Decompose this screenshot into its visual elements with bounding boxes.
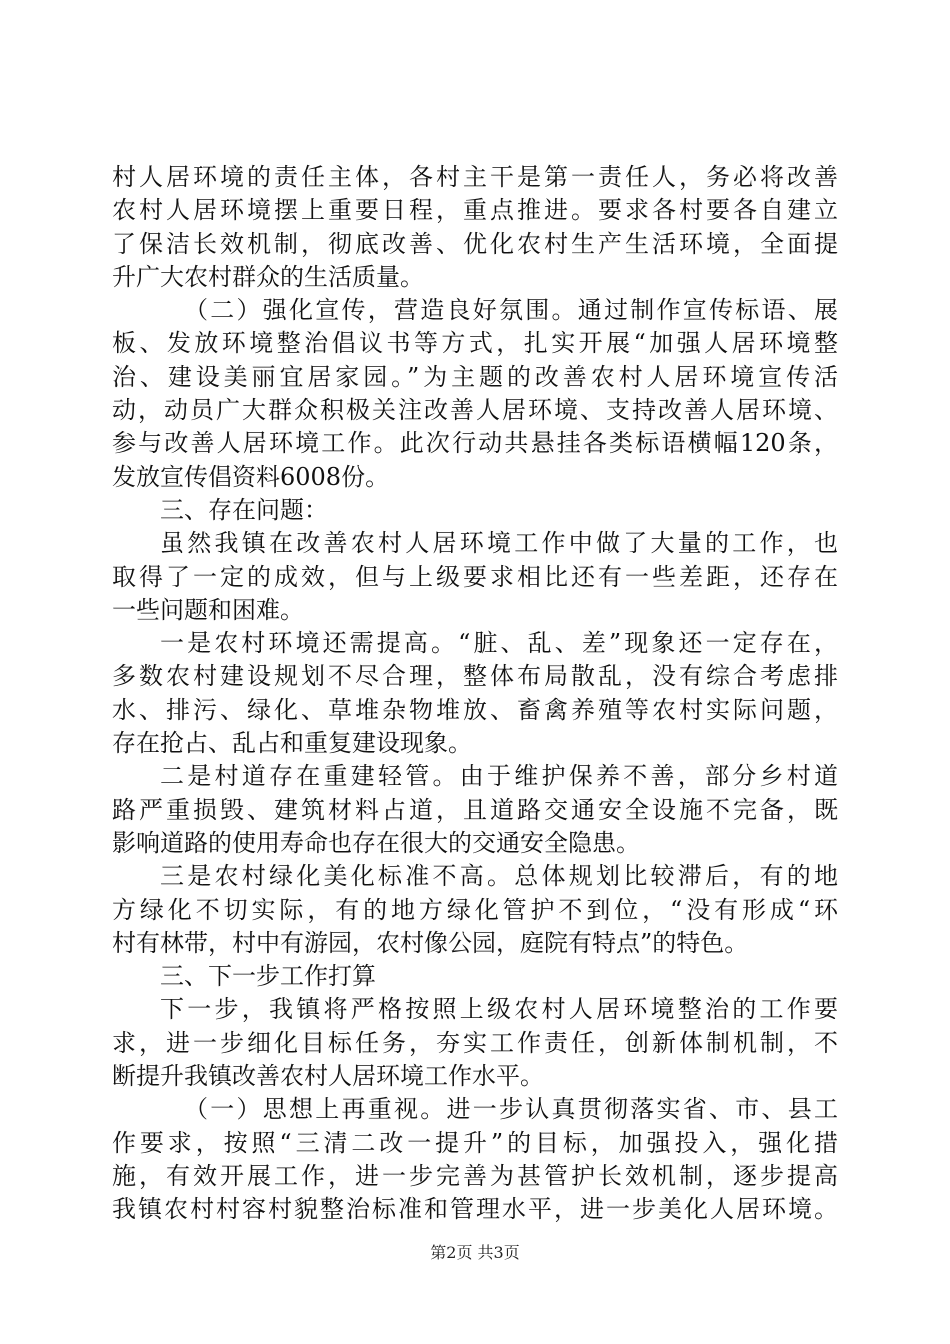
text-line: 求，进一步细化目标任务，夯实工作责任，创新体制机制，不: [112, 1028, 838, 1057]
text-line: 板、发放环境整治倡议书等方式，扎实开展“加强人居环境整: [112, 329, 838, 358]
text-line: 多数农村建设规划不尽合理，整体布局散乱，没有综合考虑排: [112, 662, 838, 691]
text-line: 一是农村环境还需提高。“脏、乱、差”现象还一定存在，: [160, 629, 838, 658]
text-line: （二）强化宣传，营造良好氛围。通过制作宣传标语、展: [184, 296, 838, 325]
text-line: 升广大农村群众的生活质量。: [112, 262, 424, 291]
section-heading: 三、下一步工作打算: [160, 962, 376, 991]
page-number: 第2页 共3页: [430, 1243, 520, 1262]
text-line: 我镇农村村容村貌整治标准和管理水平，进一步美化人居环境。: [112, 1195, 838, 1224]
text-line: 取得了一定的成效，但与上级要求相比还有一些差距，还存在: [112, 562, 838, 591]
text-line: 村人居环境的责任主体，各村主干是第一责任人，务必将改善: [112, 163, 838, 191]
text-line: 影响道路的使用寿命也存在很大的交通安全隐患。: [112, 828, 640, 857]
text-line: 三是农村绿化美化标准不高。总体规划比较滞后，有的地: [160, 862, 838, 891]
text-line: 了保洁长效机制，彻底改善、优化农村生产生活环境，全面提: [112, 229, 838, 258]
text-line: （一）思想上再重视。进一步认真贯彻落实省、市、县工: [184, 1095, 838, 1124]
text-line: 虽然我镇在改善农村人居环境工作中做了大量的工作，也: [160, 529, 838, 558]
text-line: 发放宣传倡资料6008份。: [112, 462, 390, 491]
section-heading: 三、存在问题：: [160, 495, 328, 524]
text-line: 农村人居环境摆上重要日程，重点推进。要求各村要各自建立: [112, 196, 838, 225]
text-line: 路严重损毁、建筑材料占道，且道路交通安全设施不完备，既: [112, 795, 838, 824]
text-line: 施，有效开展工作，进一步完善为甚管护长效机制，逐步提高: [112, 1161, 838, 1190]
text-line: 动，动员广大群众积极关注改善人居环境、支持改善人居环境、: [112, 396, 838, 425]
text-line: 村有林带，村中有游园，农村像公园，庭院有特点”的特色。: [112, 928, 749, 957]
text-line: 下一步，我镇将严格按照上级农村人居环境整治的工作要: [160, 995, 838, 1024]
text-line: 参与改善人居环境工作。此次行动共悬挂各类标语横幅120条，: [112, 429, 838, 458]
text-line: 一些问题和困难。: [112, 595, 304, 624]
text-line: 存在抢占、乱占和重复建设现象。: [112, 729, 472, 758]
text-line: 方绿化不切实际，有的地方绿化管护不到位，“没有形成“环: [112, 895, 838, 924]
text-line: 断提升我镇改善农村人居环境工作水平。: [112, 1062, 544, 1091]
text-line: 治、建设美丽宜居家园。”为主题的改善农村人居环境宣传活: [112, 362, 838, 391]
text-line: 作要求，按照“三清二改一提升”的目标，加强投入，强化措: [112, 1128, 838, 1157]
document-body: [112, 161, 838, 1227]
page-footer: [0, 1243, 950, 1263]
text-line: 水、排污、绿化、草堆杂物堆放、畜禽养殖等农村实际问题，: [112, 695, 838, 724]
text-line: 二是村道存在重建轻管。由于维护保养不善，部分乡村道: [160, 762, 838, 791]
